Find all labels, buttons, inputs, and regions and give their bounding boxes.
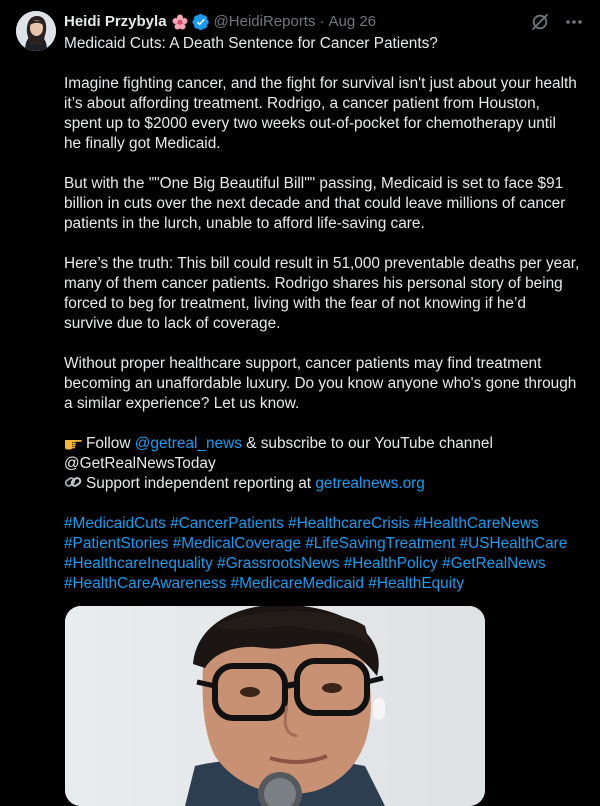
hashtag-line[interactable]: #PatientStories #MedicalCoverage #LifeSavingTreatment #USHealthCare: [64, 535, 568, 552]
header-separator: ·: [319, 13, 325, 30]
paragraph-gap: [64, 234, 588, 254]
tweet-date[interactable]: Aug 26: [328, 13, 377, 30]
paragraph-2-line: billion in cuts over the next decade and that could leave millions of cancer: [64, 195, 566, 212]
paragraph-gap: [64, 54, 588, 74]
avatar[interactable]: [16, 11, 56, 51]
header-actions: [530, 12, 584, 32]
paragraph-gap: [64, 334, 588, 354]
avatar-image: [16, 11, 56, 51]
paragraph-1-line: he finally got Medicaid.: [64, 135, 221, 152]
paragraph-3-line: forced to beg for treatment, living with the fear of not knowing if he’d: [64, 295, 526, 312]
paragraph-gap: [64, 494, 588, 514]
follow-line: [64, 434, 588, 454]
paragraph-2-line: But with the ""One Big Beautiful Bill"" passing, Medicaid is set to face $91: [64, 175, 564, 192]
hashtag-line[interactable]: #HealthcareInequality #GrassrootsNews #HealthPolicy #GetRealNews: [64, 555, 546, 572]
paragraph-1-line: spent up to $2000 every two weeks out-of-pocket for chemotherapy until: [64, 115, 556, 132]
support-prefix: Support independent reporting at: [86, 475, 316, 492]
paragraph-4-line: a similar experience? Let us know.: [64, 395, 300, 412]
paragraph-gap: [64, 414, 588, 434]
follow-suffix: & subscribe to our YouTube channel: [241, 435, 493, 452]
website-link[interactable]: getrealnews.org: [315, 475, 425, 492]
author-handle[interactable]: @HeidiReports: [213, 13, 316, 30]
flower-icon: [171, 13, 189, 31]
hashtag-line[interactable]: #HealthCareAwareness #MedicareMedicaid #HealthEquity: [64, 575, 465, 592]
paragraph-3-line: Here’s the truth: This bill could result in 51,000 preventable deaths per year,: [64, 255, 580, 272]
video-frame-image: [65, 606, 485, 806]
channel-line: @GetRealNewsToday: [64, 455, 216, 472]
video-thumbnail[interactable]: [65, 606, 485, 806]
grok-icon[interactable]: [530, 12, 550, 32]
tweet-text: [64, 34, 588, 594]
support-line: [64, 474, 588, 494]
author-display-name[interactable]: Heidi Przybyla: [64, 13, 167, 30]
hashtag-line[interactable]: #MedicaidCuts #CancerPatients #HealthcareCrisis #HealthCareNews: [64, 515, 539, 532]
link-icon: [64, 474, 82, 490]
paragraph-1-line: Imagine fighting cancer, and the fight for survival isn't just about your health: [64, 75, 577, 92]
paragraph-4-line: Without proper healthcare support, cancer patients may find treatment: [64, 355, 542, 372]
pointing-hand-icon: [64, 434, 82, 450]
follow-prefix: Follow: [86, 435, 135, 452]
paragraph-4-line: becoming an unaffordable luxury. Do you know anyone who's gone through: [64, 375, 577, 392]
paragraph-3-line: many of them cancer patients. Rodrigo shares his personal story of being: [64, 275, 563, 292]
paragraph-3-line: survive due to lack of coverage.: [64, 315, 281, 332]
verified-badge-icon[interactable]: [192, 13, 210, 31]
paragraph-1-line: it’s about affording treatment. Rodrigo, a cancer patient from Houston,: [64, 95, 540, 112]
mention-link[interactable]: @getreal_news: [134, 435, 242, 452]
tweet-title-line: Medicaid Cuts: A Death Sentence for Cancer Patients?: [64, 35, 438, 52]
tweet-header: [64, 12, 584, 32]
paragraph-gap: [64, 154, 588, 174]
paragraph-2-line: patients in the lurch, unable to afford life-saving care.: [64, 215, 425, 232]
more-icon[interactable]: [564, 12, 584, 32]
